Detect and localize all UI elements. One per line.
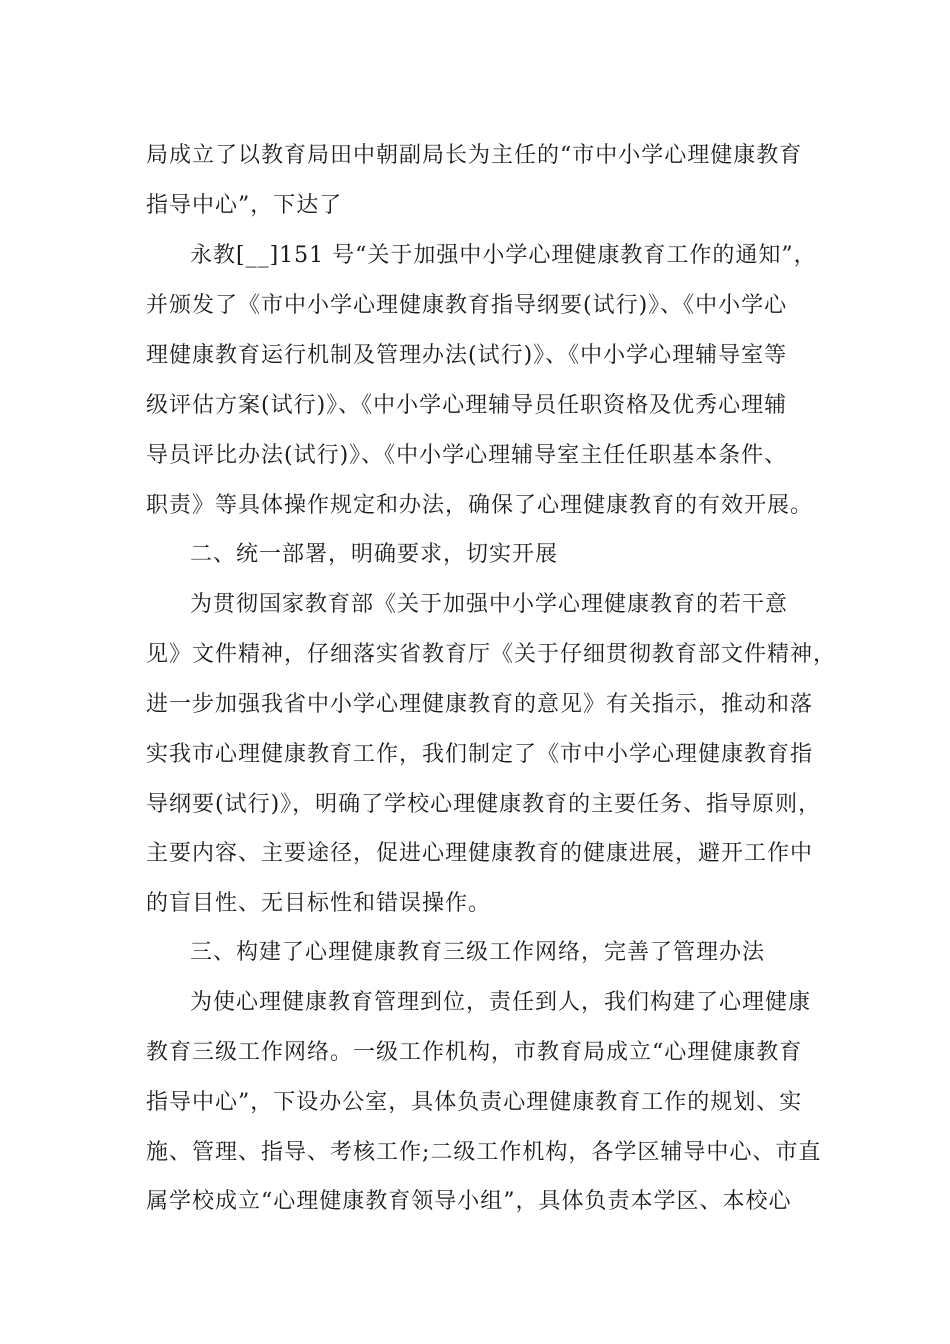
text-line: 局成立了以教育局田中朝副局长为主任的“市中小学心理健康教育 [146, 143, 803, 168]
text-line: 职责》等具体操作规定和办法，确保了心理健康教育的有效开展。 [146, 493, 814, 518]
text-line: 见》文件精神，仔细落实省教育厅《关于仔细贯彻教育部文件精神， [146, 642, 837, 667]
text-line: 实我市心理健康教育工作，我们制定了《市中小学心理健康教育指 [146, 742, 814, 767]
text-line: 导纲要(试行)》，明确了学校心理健康教育的主要任务、指导原则， [146, 792, 822, 817]
text-line: 施、管理、指导、考核工作;二级工作机构，各学区辅导中心、市直 [146, 1140, 822, 1165]
text-line: 指导中心”，下达了 [146, 193, 343, 218]
text-line: 指导中心”，下设办公室，具体负责心理健康教育工作的规划、实 [146, 1090, 803, 1115]
text-line: 的盲目性、无目标性和错误操作。 [146, 891, 492, 916]
text-line: 为贯彻国家教育部《关于加强中小学心理健康教育的若干意 [190, 592, 789, 617]
text-line: 永教[__]151 号“关于加强中小学心理健康教育工作的通知”， [190, 243, 817, 268]
text-line: 理健康教育运行机制及管理办法(试行)》、《中小学心理辅导室等 [146, 343, 788, 368]
text-line: 属学校成立“心理健康教育领导小组”，具体负责本学区、本校心 [146, 1189, 792, 1214]
text-line: 并颁发了《市中小学心理健康教育指导纲要(试行)》、《中小学心 [146, 293, 788, 318]
text-line: 主要内容、主要途径，促进心理健康教育的健康进展，避开工作中 [146, 841, 814, 866]
text-line: 教育三级工作网络。一级工作机构，市教育局成立“心理健康教育 [146, 1040, 803, 1065]
text-line: 进一步加强我省中小学心理健康教育的意见》有关指示，推动和落 [146, 692, 814, 717]
section-heading: 二、统一部署，明确要求，切实开展 [190, 542, 559, 567]
section-heading: 三、构建了心理健康教育三级工作网络，完善了管理办法 [190, 940, 766, 965]
text-line: 级评估方案(试行)》、《中小学心理辅导员任职资格及优秀心理辅 [146, 393, 788, 418]
text-line: 导员评比办法(试行)》、《中小学心理辅导室主任任职基本条件、 [146, 443, 788, 468]
text-line: 为使心理健康教育管理到位，责任到人，我们构建了心理健康 [190, 990, 812, 1015]
